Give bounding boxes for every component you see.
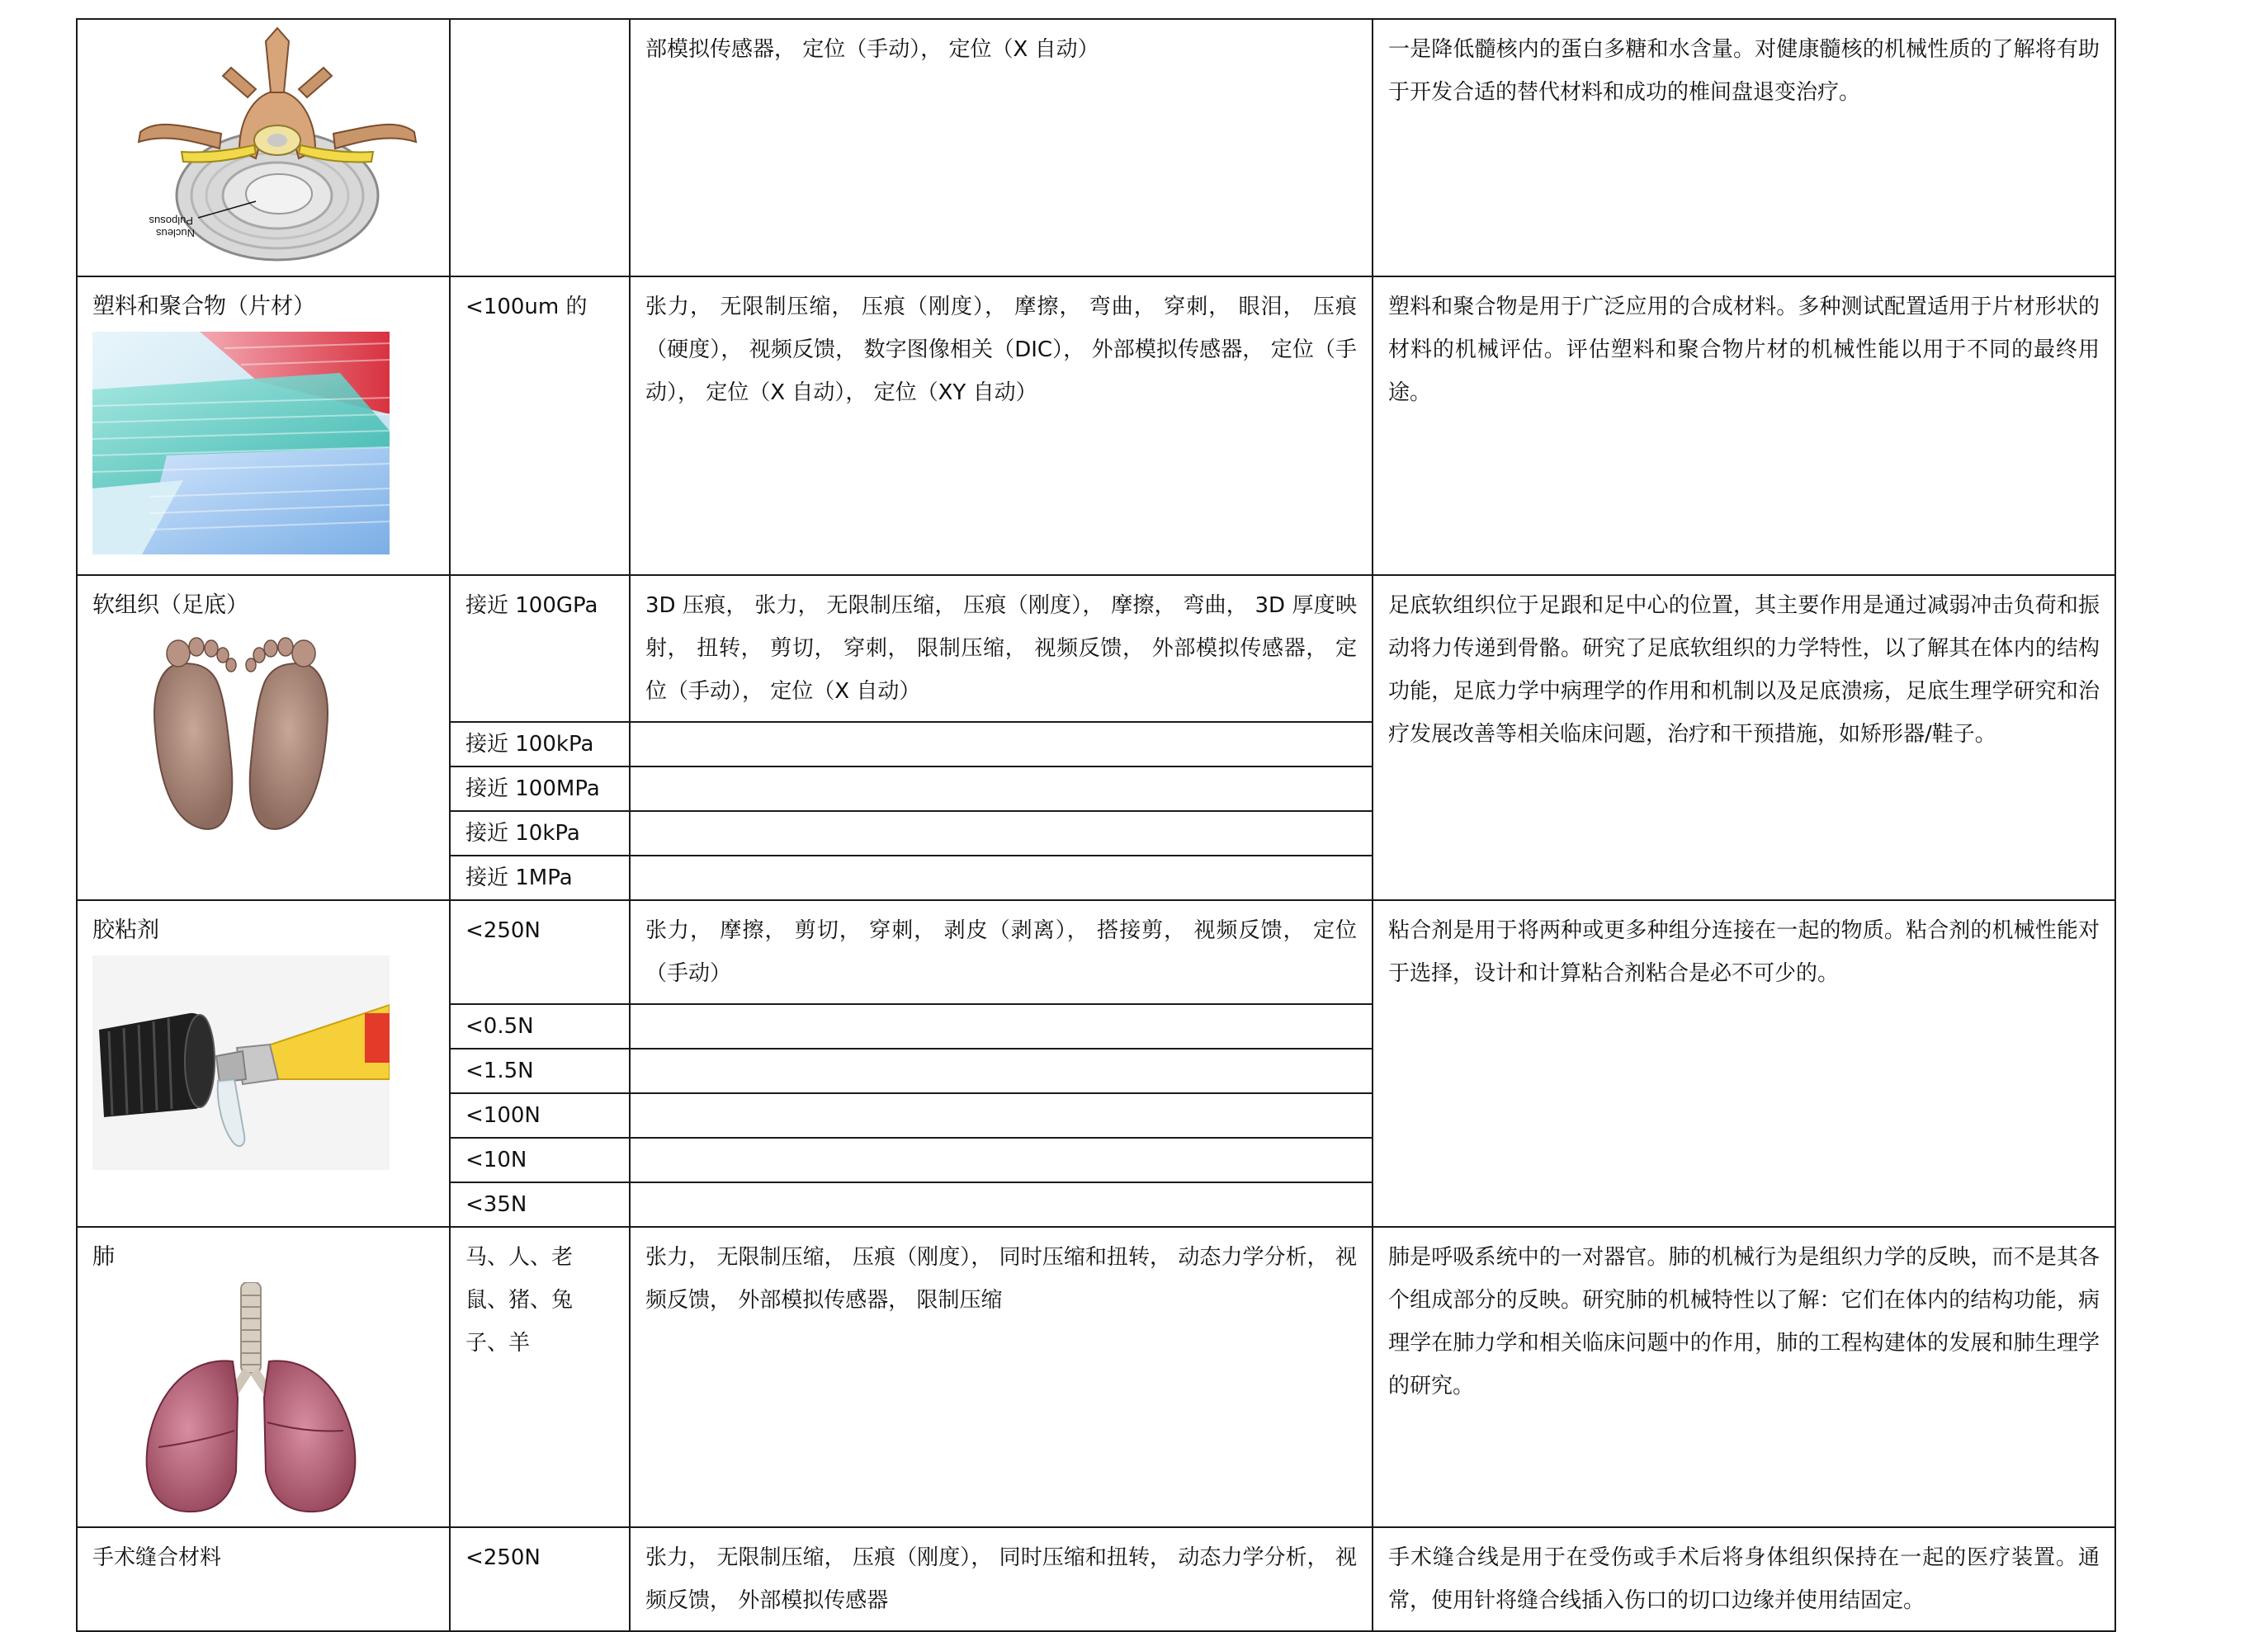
range-cell <box>450 1093 630 1138</box>
range-cell <box>450 575 630 722</box>
image-label: Nucleus <box>156 227 195 239</box>
description-cell: 粘合剂是用于将两种或更多种组分连接在一起的物质。粘合剂的机械性能对于选择，设计和计算粘合剂粘合是必不可少的。 <box>1373 900 2115 1227</box>
glue-tube-photo-icon <box>92 955 390 1170</box>
tests-cell <box>630 766 1373 811</box>
tests-cell: 张力， 无限制压缩， 压痕（刚度）， 同时压缩和扭转， 动态力学分析， 视频反馈， 外部模拟传感器， 限制压缩 <box>630 1227 1373 1527</box>
tests-cell <box>630 811 1373 856</box>
range-cell <box>450 1049 630 1093</box>
tests-cell <box>630 1004 1373 1049</box>
material-cell <box>77 1227 450 1527</box>
range-cell <box>450 900 630 1004</box>
material-cell <box>77 19 450 276</box>
tests-cell <box>630 1138 1373 1182</box>
range-value: 接近 100MPa <box>465 776 600 801</box>
image-label: Pulposus <box>149 215 193 227</box>
range-value: <35N <box>465 1192 527 1217</box>
material-cell <box>77 1527 450 1631</box>
tests-cell: 部模拟传感器， 定位（手动）， 定位（X 自动） <box>630 19 1373 276</box>
range-cell <box>450 19 630 276</box>
material-cell <box>77 575 450 900</box>
range-cell <box>450 856 630 900</box>
tests-cell <box>630 856 1373 900</box>
material-name: 塑料和聚合物（片材） <box>92 294 315 319</box>
table-row <box>77 1527 2115 1631</box>
tests-cell <box>630 722 1373 766</box>
range-value: <10N <box>465 1148 527 1172</box>
range-cell <box>450 1004 630 1049</box>
range-cell <box>450 1527 630 1631</box>
tests-cell: 张力， 无限制压缩， 压痕（刚度）， 摩擦， 弯曲， 穿刺， 眼泪， 压痕（硬度）， 视频反馈， 数字图像相关（DIC）， 外部模拟传感器， 定位（手动）， 定位（X 自动）， 定位（XY 自动） <box>630 276 1373 575</box>
table-row <box>77 276 2115 575</box>
materials-table <box>76 18 2116 1632</box>
range-value: 接近 100GPa <box>465 593 598 618</box>
material-name: 胶粘剂 <box>92 917 159 943</box>
material-name: 软组织（足底） <box>92 592 248 618</box>
range-value: <0.5N <box>465 1014 534 1039</box>
range-cell <box>450 276 630 575</box>
range-cell <box>450 1182 630 1227</box>
material-name: 肺 <box>92 1244 115 1270</box>
description-cell: 手术缝合线是用于在受伤或手术后将身体组织保持在一起的医疗装置。通常，使用针将缝合线插入伤口的切口边缘并使用结固定。 <box>1373 1527 2115 1631</box>
range-value: <100um 的 <box>465 295 588 319</box>
tests-cell: 3D 压痕， 张力， 无限制压缩， 压痕（刚度）， 摩擦， 弯曲， 3D 厚度映射， 扭转， 剪切， 穿刺， 限制压缩， 视频反馈， 外部模拟传感器， 定位（手动）， 定位（X 自动） <box>630 575 1373 722</box>
range-value: 接近 100kPa <box>465 732 594 757</box>
tests-cell <box>630 1182 1373 1227</box>
description-cell: 塑料和聚合物是用于广泛应用的合成材料。多种测试配置适用于片材形状的材料的机械评估。评估塑料和聚合物片材的机械性能以用于不同的最终用途。 <box>1373 276 2115 575</box>
range-value: <1.5N <box>465 1059 534 1083</box>
lungs-illustration-icon <box>101 1282 398 1516</box>
range-cell <box>450 766 630 811</box>
material-cell <box>77 900 450 1227</box>
polycarbonate-sheets-photo-icon <box>92 332 390 554</box>
description-cell: 肺是呼吸系统中的一对器官。肺的机械行为是组织力学的反映，而不是其各个组成部分的反映。研究肺的机械特性以了解：它们在体内的结构功能，病理学在肺力学和相关临床问题中的作用，肺的工程构建体的发展和肺生理学的研究。 <box>1373 1227 2115 1527</box>
description-cell: 一是降低髓核内的蛋白多糖和水含量。对健康髓核的机械性质的了解将有助于开发合适的替代材料和成功的椎间盘退变治疗。 <box>1373 19 2115 276</box>
material-cell <box>77 276 450 575</box>
tests-cell: 张力， 摩擦， 剪切， 穿刺， 剥皮（剥离）， 搭接剪， 视频反馈， 定位（手动） <box>630 900 1373 1004</box>
range-cell <box>450 722 630 766</box>
table-row <box>77 575 2115 722</box>
material-name: 手术缝合材料 <box>92 1545 222 1570</box>
table-row <box>77 1227 2115 1527</box>
range-value: <250N <box>465 918 541 943</box>
range-cell <box>450 811 630 856</box>
tests-cell <box>630 1049 1373 1093</box>
table-row <box>77 19 2115 276</box>
table-row <box>77 900 2115 1004</box>
range-value: <250N <box>465 1545 541 1570</box>
range-cell <box>450 1138 630 1182</box>
spine-disc-illustration-icon <box>124 26 421 267</box>
range-cell <box>450 1227 630 1527</box>
range-value: 接近 10kPa <box>465 821 580 846</box>
range-value: <100N <box>465 1103 541 1128</box>
tests-cell: 张力， 无限制压缩， 压痕（刚度）， 同时压缩和扭转， 动态力学分析， 视频反馈， 外部模拟传感器 <box>630 1527 1373 1631</box>
tests-cell <box>630 1093 1373 1138</box>
description-cell: 足底软组织位于足跟和足中心的位置，其主要作用是通过减弱冲击负荷和振动将力传递到骨骼。研究了足底软组织的力学特性，以了解其在体内的结构功能，足底力学中病理学的作用和机制以及足底溃疡，足底生理学研究和治疗发展改善等相关临床问题，治疗和干预措施，如矫形器/鞋子。 <box>1373 575 2115 900</box>
feet-soles-photo-icon <box>92 630 390 847</box>
range-value: 马、人、老鼠、猪、兔子、羊 <box>465 1245 574 1356</box>
range-value: 接近 1MPa <box>465 866 573 890</box>
